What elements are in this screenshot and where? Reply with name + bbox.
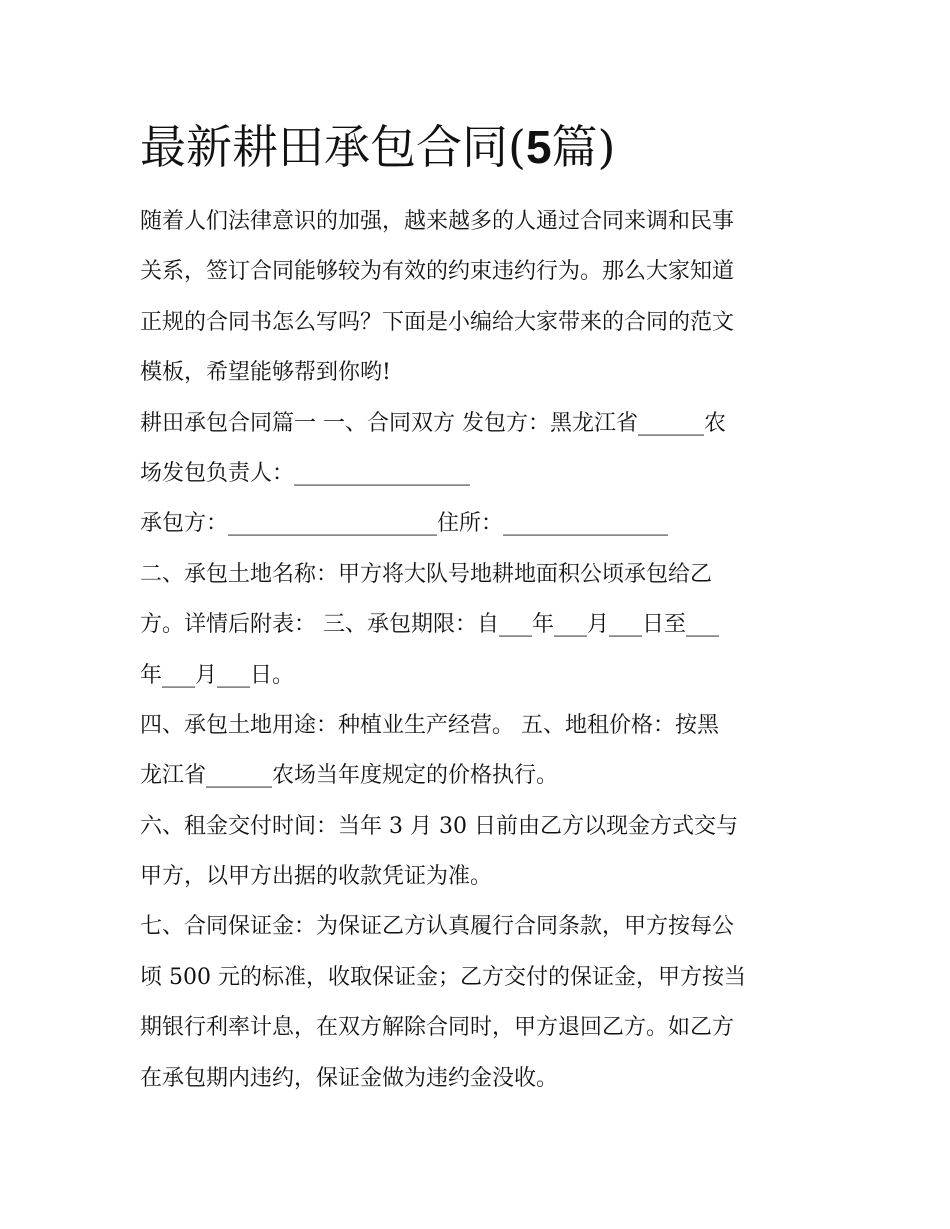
title-count: 5 <box>525 121 552 173</box>
document-body <box>140 197 820 1104</box>
text-line: 期银行利率计息，在双方解除合同时，甲方退回乙方。如乙方 <box>140 1015 735 1041</box>
text-line: 二、承包土地名称：甲方将大队号地耕地面积公顷承包给乙 <box>140 561 713 587</box>
text-line: 甲方，以甲方出据的收款凭证为准。 <box>140 864 493 890</box>
text-line: 耕田承包合同篇一 一、合同双方 发包方：黑龙江省______农 <box>140 410 726 436</box>
title-main: 最新耕田承包合同( <box>140 120 526 174</box>
text-line: 龙江省______农场当年度规定的价格执行。 <box>140 763 559 789</box>
text-line: 随着人们法律意识的加强，越来越多的人通过合同来调和民事 <box>140 209 735 234</box>
text-line: 七、合同保证金：为保证乙方认真履行合同条款，甲方按每公 <box>140 914 735 940</box>
text-line: 顷 500 元的标准，收取保证金；乙方交付的保证金，甲方按当 <box>140 964 746 990</box>
text-line: 关系，签订合同能够较为有效的约束违约行为。那么大家知道 <box>140 259 735 285</box>
text-line: 在承包期内违约，保证金做为违约金没收。 <box>140 1065 559 1091</box>
document-title <box>140 116 616 178</box>
text-line: 模板，希望能够帮到你哟! <box>140 360 391 386</box>
text-line: 四、承包土地用途：种植业生产经营。 五、地租价格：按黑 <box>140 712 719 738</box>
text-line: 年___月___日。 <box>140 662 295 688</box>
text-line: 六、租金交付时间：当年 3 月 30 日前由乙方以现金方式交与 <box>140 813 738 839</box>
text-line: 承包方：___________________住所：_______________ <box>140 511 669 537</box>
text-line: 场发包负责人：________________ <box>140 460 471 486</box>
text-line: 方。详情后附表： 三、承包期限：自___年___月___日至___ <box>140 612 719 638</box>
text-line: 正规的合同书怎么写吗？下面是小编给大家带来的合同的范文 <box>140 309 735 335</box>
title-end: 篇) <box>551 120 616 174</box>
